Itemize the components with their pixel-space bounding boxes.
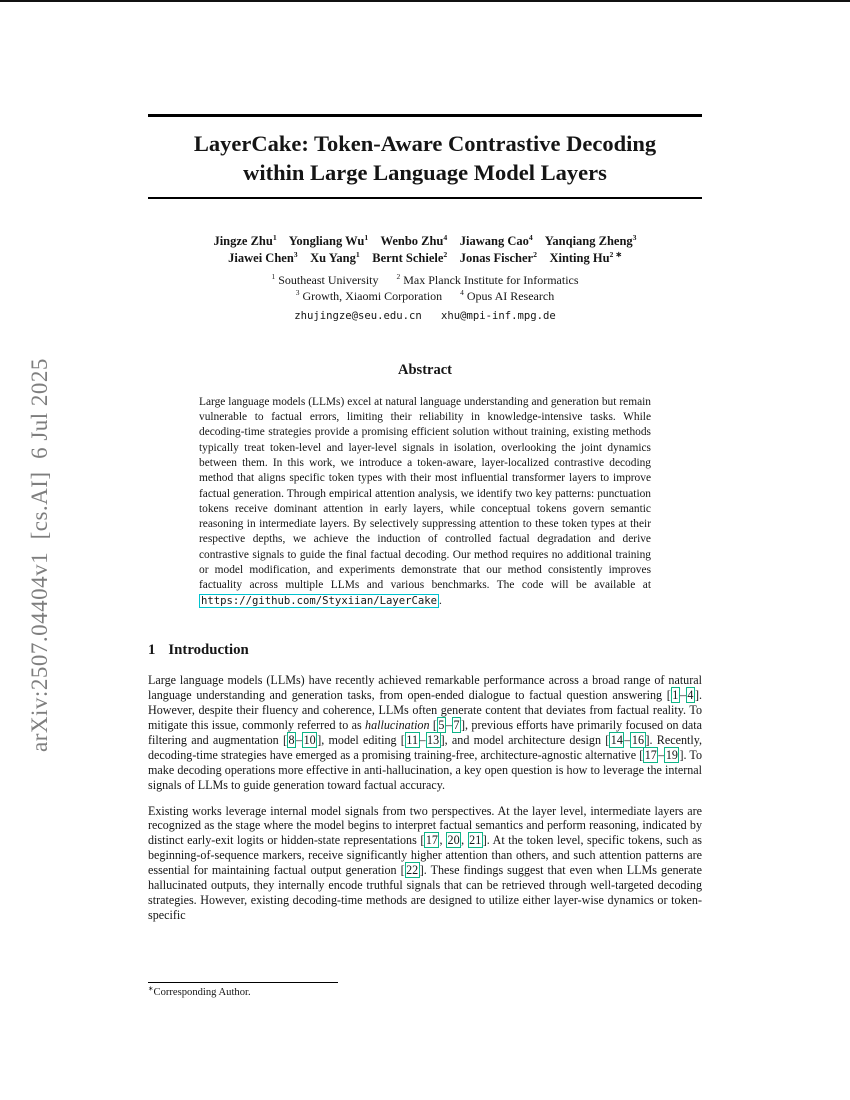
text-run: Growth, Xiaomi Corporation [299,288,461,303]
text-run: Existing works leverage internal model signals from two perspectives. At the layer level, intermediate layers are recognized as the stage where the model begins to interpret factual semantics and perform reasoning, indicated by distinct early-exit logits or hidden-state representations [ [148,803,702,848]
citation-link[interactable]: 16 [631,732,645,747]
text-run: . [439,594,442,607]
superscript-marker: 1 [364,232,369,242]
text-run: Max Planck Institute for Informatics [400,272,579,287]
superscript-marker: 1 [271,271,276,281]
url-link[interactable]: https://github.com/Styxiian/LayerCake [201,594,437,607]
text-run: Jonas Fischer [447,251,534,266]
author-emails: zhujingze@seu.edu.cn xhu@mpi-inf.mpg.de [294,309,556,322]
citation-link[interactable]: 19 [665,747,678,762]
text-run: ]. Recently, decoding-time strategies have emerged as a promising training-free, architecture-agnostic alternative [ [148,732,703,762]
text-run: , [439,833,447,848]
text-run: Jingze Zhu [213,234,273,249]
text-run: , [461,833,468,848]
superscript-marker: 1 [355,250,360,260]
text-run: Opus AI Research [463,288,555,303]
superscript-marker: 2 [533,250,537,260]
text-run: Wenbo Zhu [368,234,444,249]
citation-link[interactable]: 20 [447,833,460,848]
superscript-marker: 3 [632,232,637,242]
text-run: ], and model architecture design [ [440,732,610,747]
text-run: ]. To make decoding operations more effective in anti-hallucination, a key open question is how to leverage the internal signals of LLMs to guide generation toward factual accuracy. [148,747,702,792]
affiliations-line-2 [148,289,702,305]
text-run: Jiawei Chen [228,251,294,266]
paper-title-line-1: LayerCake: Token-Aware Contrastive Decoding [193,131,657,156]
superscript-marker: ∗ [148,985,154,993]
section-number: 1 [148,642,156,659]
title-rule-bottom [148,197,702,199]
superscript-marker: 4 [528,232,533,242]
text-run: ]. However, despite their fluency and coherence, LLMs often generate content that deviates from factual reality. To mitigate this issue, commonly referred to as [148,688,702,732]
text-run: Bernt Schiele [359,251,444,266]
authors-line-1 [148,233,702,250]
authors-line-2 [148,250,702,267]
superscript-marker: 2 ∗ [609,250,622,260]
footnote-rule [148,982,338,983]
citation-link[interactable]: 13 [427,732,440,747]
text-run: Corresponding Author. [153,987,251,998]
citation-link[interactable]: 21 [469,833,482,848]
emphasis-text: hallucination [365,717,430,732]
footnote [148,982,702,998]
citation-link[interactable]: 14 [610,732,623,747]
citation-link[interactable]: 7 [453,717,460,732]
superscript-marker: 2 [396,271,401,281]
text-run: Large language models (LLMs) excel at natural language understanding and generation but remain vulnerable to factual errors, limiting their reliability in knowledge-intensive tasks. While decoding-time strategies provide a promising efficient solution without training, existing methods typically treat token-level and layer-level signals in isolation, overlooking the joint dynamics between them. In this work, we introduce a token-aware, layer-localized contrastive decoding method that aligns specific token types with their most influential transformer layers to improve factual generation. Through empirical attention analysis, we identify two key patterns: punctuation tokens receive dominant attention in early layers, while conceptual tokens govern semantic reasoning in intermediate layers. By selectively suppressing attention to these token types at their respective depths, we achieve the induction of controlled factual degradation and derive contrastive signals to guide the final factual decoding. Our method requires no additional training or model modification, and experiments demonstrate that our method consistently improves factuality across multiple LLMs and various benchmarks. The code will be available at [199,395,651,592]
paper-title-line-2: within Large Language Model Layers [243,159,607,185]
text-run: ], previous efforts have primarily focused on data filtering and augmentation [ [148,717,702,747]
paper-content-column [148,0,702,934]
text-run: Xu Yang [297,251,356,266]
intro-paragraph-1 [148,673,702,792]
citation-link[interactable]: 22 [406,863,419,878]
text-run: ]. At the token level, specific tokens, such as beginning-of-sequence markers, receive significantly higher attention than others, and such attention patterns are essential for maintaining factual output generation [ [148,833,703,878]
intro-paragraph-2 [148,804,702,923]
superscript-marker: 4 [460,287,464,297]
text-run: – [419,732,426,747]
text-run: Yanqiang Zheng [532,234,633,249]
superscript-marker: 2 [443,250,448,260]
text-run: Southeast University [275,272,397,287]
citation-link[interactable]: 17 [425,833,438,848]
text-run: Xinting Hu [536,251,610,266]
superscript-marker: 3 [293,250,298,260]
affiliations-block [148,273,702,305]
section-heading-introduction [148,642,702,659]
text-run: – [296,732,303,747]
footnote-text [148,987,702,998]
citation-link[interactable]: 17 [644,747,657,762]
affiliations-line-1 [148,273,702,289]
text-run: Jiawang Cao [447,234,529,249]
superscript-marker: 1 [272,232,277,242]
superscript-marker: 3 [295,287,300,297]
text-run: Yongliang Wu [276,234,365,249]
superscript-marker: 4 [443,232,448,242]
abstract-text [199,395,651,610]
paper-title [148,130,702,187]
section-title: Introduction [168,642,249,659]
text-run: [ [429,717,437,732]
text-run: – [624,732,631,747]
title-rule-top [148,114,702,117]
text-run: Large language models (LLMs) have recently achieved remarkable performance across a broad range of natural language understanding and generation tasks, from open-ended dialogue to factual question answering [ [148,673,702,703]
citation-link[interactable]: 8 [288,732,295,747]
text-run: ], model editing [ [317,732,405,747]
citation-link[interactable]: 10 [303,732,316,747]
text-run: ]. These findings suggest that even when LLMs generate hallucinated outputs, they internally encode truthful signals that can be retrieved through well-targeted decoding strategies. However, existing decoding-time methods are designed to utilize either layer-wise dynamics or token-specific [148,863,702,922]
citation-link[interactable]: 11 [406,732,418,747]
arxiv-watermark: arXiv:2507.04404v1 [cs.AI] 6 Jul 2025 [27,358,52,752]
text-run: – [658,747,665,762]
text-run: – [445,717,452,732]
citation-link[interactable]: 4 [687,688,694,703]
citation-link[interactable]: 5 [438,717,445,732]
citation-link[interactable]: 1 [672,688,679,703]
text-run: – [679,688,686,703]
abstract-heading: Abstract [398,361,452,378]
